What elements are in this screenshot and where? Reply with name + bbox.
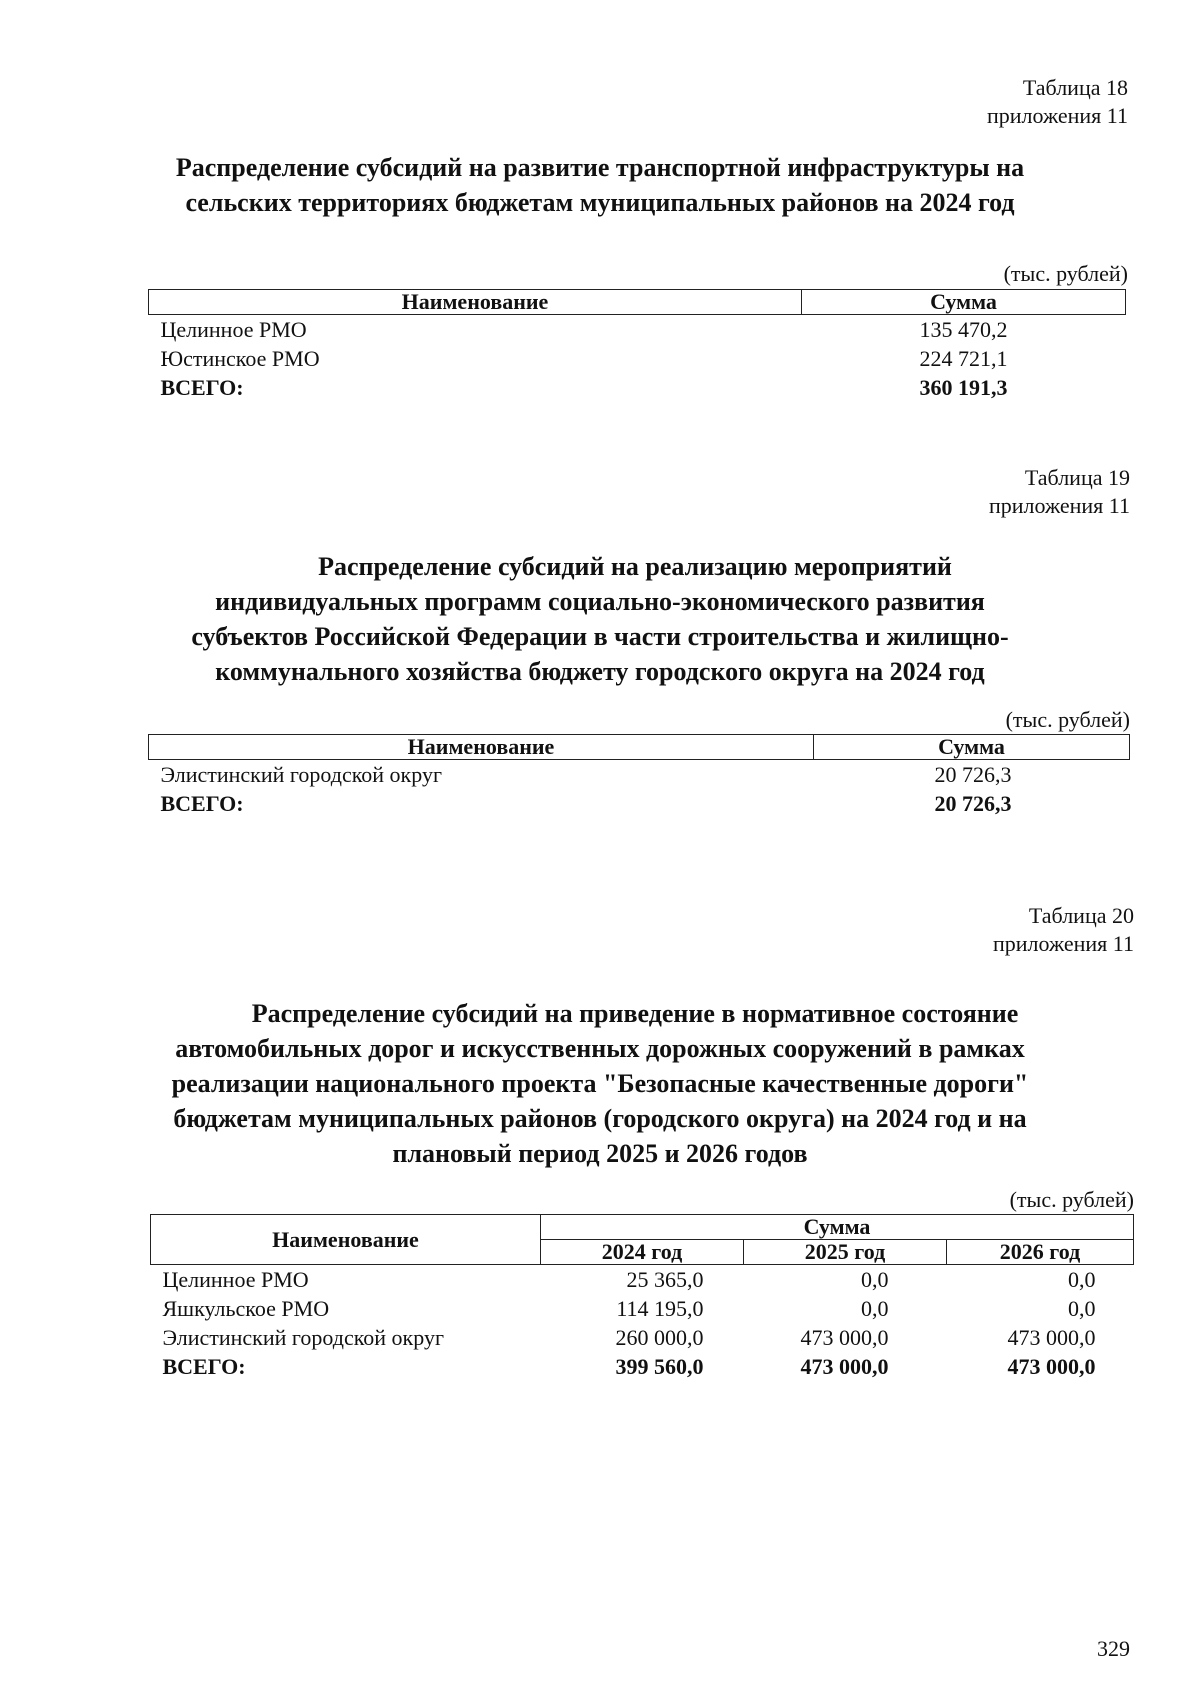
header-name: Наименование	[149, 290, 802, 315]
table-row	[149, 344, 1126, 373]
total-sum: 360 191,3	[919, 375, 1008, 400]
header-sum: Сумма	[814, 735, 1130, 760]
header-year-2024: 2024 год	[541, 1240, 744, 1265]
table-row	[149, 760, 1130, 790]
title-line: субъектов Российской Федерации в части строительства и жилищно-	[191, 622, 1009, 651]
row-name: Целинное РМО	[160, 317, 307, 342]
total-row	[151, 1352, 1134, 1381]
table-row	[149, 315, 1126, 345]
title-line: автомобильных дорог и искусственных дорожных сооружений в рамках	[175, 1034, 1025, 1063]
unit-label: (тыс. рублей)	[1005, 707, 1130, 732]
title-line: бюджетам муниципальных районов (городского округа) на 2024 год и на	[173, 1104, 1027, 1133]
table-title	[120, 996, 1080, 1171]
total-value-2026: 473 000,0	[1007, 1354, 1096, 1379]
row-name: Элистинский городской округ	[162, 1325, 444, 1350]
table-row	[151, 1323, 1134, 1352]
row-sum: 224 721,1	[919, 346, 1008, 371]
table-title	[120, 549, 1080, 689]
table-number-block	[834, 902, 1134, 958]
unit-label: (тыс. рублей)	[1003, 261, 1128, 286]
page-number: 329	[1097, 1636, 1130, 1661]
data-table	[150, 1214, 1134, 1381]
row-name: Элистинский городской округ	[160, 762, 442, 787]
header-name: Наименование	[149, 735, 814, 760]
title-line: коммунального хозяйства бюджету городского округа на 2024 год	[215, 657, 985, 686]
row-sum: 135 470,2	[919, 317, 1008, 342]
header-year-2026: 2026 год	[947, 1240, 1134, 1265]
header-sum: Сумма	[802, 290, 1126, 315]
total-value-2024: 399 560,0	[615, 1354, 704, 1379]
data-table	[148, 734, 1130, 818]
title-line: Распределение субсидий на реализацию мероприятий	[318, 552, 952, 581]
header-year-2025: 2025 год	[744, 1240, 947, 1265]
title-line: индивидуальных программ социально-экономического развития	[215, 587, 985, 616]
title-line: Распределение субсидий на приведение в нормативное состояние	[251, 999, 1019, 1028]
title-line: Распределение субсидий на развитие транспортной инфраструктуры на	[175, 153, 1025, 182]
total-row	[149, 373, 1126, 402]
row-name: Юстинское РМО	[160, 346, 320, 371]
data-table	[148, 289, 1126, 402]
appendix-label: приложения 11	[986, 103, 1128, 128]
header-row	[149, 290, 1126, 315]
row-value-2024: 114 195,0	[616, 1296, 704, 1321]
table-number: Таблица 20	[1028, 903, 1134, 928]
row-name: Целинное РМО	[162, 1267, 309, 1292]
table-number-block	[828, 74, 1128, 130]
row-value-2026: 0,0	[1068, 1296, 1096, 1321]
row-value-2025: 0,0	[861, 1296, 889, 1321]
header-row	[149, 735, 1130, 760]
row-value-2025: 0,0	[861, 1267, 889, 1292]
total-name: ВСЕГО:	[160, 791, 244, 816]
row-value-2024: 25 365,0	[626, 1267, 704, 1292]
header-name: Наименование	[151, 1215, 541, 1265]
appendix-label: приложения 11	[992, 931, 1134, 956]
row-sum: 20 726,3	[934, 762, 1012, 787]
total-name: ВСЕГО:	[160, 375, 244, 400]
total-value-2025: 473 000,0	[800, 1354, 889, 1379]
table-row	[151, 1265, 1134, 1295]
row-value-2026: 473 000,0	[1007, 1325, 1096, 1350]
row-value-2025: 473 000,0	[800, 1325, 889, 1350]
total-name: ВСЕГО:	[162, 1354, 246, 1379]
row-value-2024: 260 000,0	[615, 1325, 704, 1350]
table-number: Таблица 18	[1022, 75, 1128, 100]
header-sum: Сумма	[541, 1215, 1134, 1240]
title-line: реализации национального проекта "Безопасные качественные дороги"	[171, 1069, 1029, 1098]
unit-label: (тыс. рублей)	[1009, 1187, 1134, 1212]
title-line: сельских территориях бюджетам муниципальных районов на 2024 год	[185, 188, 1015, 217]
appendix-label: приложения 11	[988, 493, 1130, 518]
row-name: Яшкульское РМО	[162, 1296, 330, 1321]
table-number: Таблица 19	[1024, 465, 1130, 490]
table-row	[151, 1294, 1134, 1323]
title-line: плановый период 2025 и 2026 годов	[392, 1139, 808, 1168]
table-number-block	[830, 464, 1130, 520]
header-row	[151, 1215, 1134, 1240]
total-row	[149, 789, 1130, 818]
row-value-2026: 0,0	[1068, 1267, 1096, 1292]
total-sum: 20 726,3	[934, 791, 1012, 816]
table-title	[120, 150, 1080, 220]
